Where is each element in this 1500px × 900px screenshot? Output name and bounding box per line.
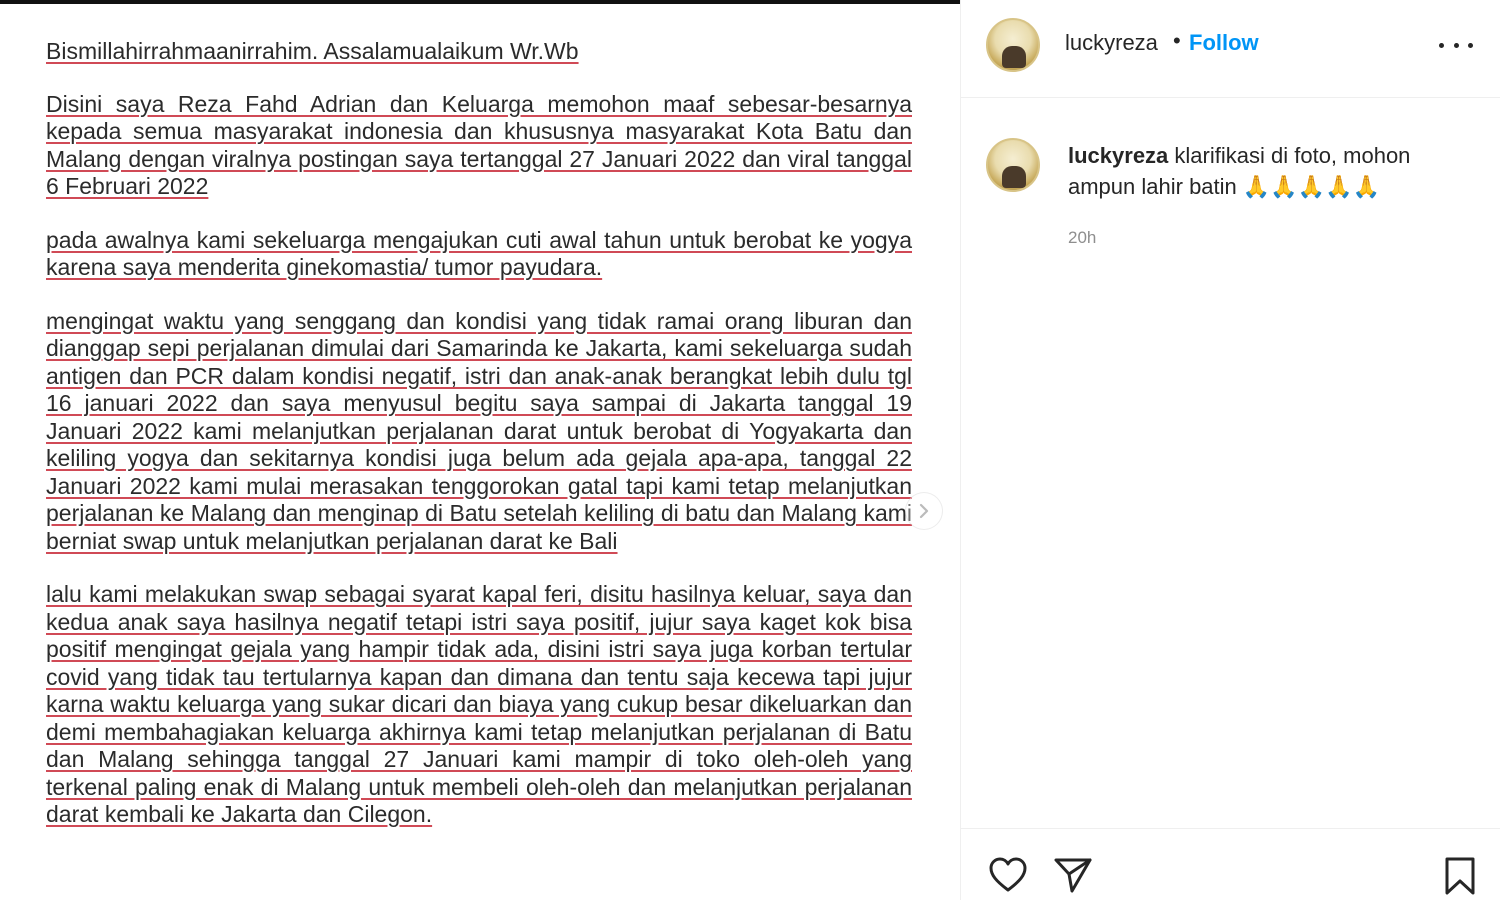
clarification-letter — [46, 38, 912, 855]
header-username[interactable]: luckyreza — [1065, 30, 1158, 55]
post-timestamp[interactable]: 20h — [1068, 228, 1097, 247]
caption-avatar[interactable] — [986, 138, 1040, 192]
caption-username[interactable]: luckyreza — [1068, 143, 1169, 168]
photo-top-border — [0, 0, 960, 4]
more-options-icon[interactable] — [1439, 30, 1473, 60]
paper-plane-icon — [1053, 856, 1093, 894]
letter-greeting: Bismillahirrahmaanirrahim. Assalamualaikum Wr.Wb — [46, 38, 579, 64]
letter-paragraph-2: pada awalnya kami sekeluarga mengajukan cuti awal tahun untuk berobat ke yogya karena saya menderita ginekomastia/ tumor payudara. — [46, 226, 912, 280]
save-button[interactable] — [1443, 856, 1477, 900]
next-image-button[interactable] — [905, 492, 943, 530]
avatar[interactable] — [986, 18, 1040, 72]
follow-button[interactable]: Follow — [1189, 30, 1259, 55]
like-button[interactable] — [988, 856, 1028, 899]
post-caption — [1068, 140, 1448, 202]
action-bar — [961, 828, 1500, 900]
header-separator: • — [1173, 28, 1181, 53]
letter-paragraph-3: mengingat waktu yang senggang dan kondisi yang tidak ramai orang liburan dan dianggap sepi perjalanan dimulai dari Samarinda ke Jakarta, kami sekeluarga sudah antigen dan PCR dalam kondisi negatif, istri dan anak-anak berangkat lebih dulu tgl 16 januari 2022 dan saya menyusul begitu saya sampai di Jakarta tanggal 19 Januari 2022 kami melanjutkan perjalanan darat untuk berobat di Yogyakarta dan keliling yogya dan sekitarnya kondisi juga belum ada gejala apa-apa, tanggal 22 Januari 2022 kami mulai merasakan tenggorokan gatal tapi kami tetap melanjutkan perjalanan ke Malang dan menginap di Batu setelah keliling di batu dan Malang kami berniat swap untuk melanjutkan perjalanan darat ke Bali — [46, 307, 912, 554]
post-header — [961, 0, 1500, 98]
chevron-right-icon — [917, 502, 931, 520]
post-sidebar — [960, 0, 1500, 900]
heart-icon — [988, 856, 1028, 894]
share-button[interactable] — [1053, 856, 1093, 899]
bookmark-icon — [1443, 856, 1477, 896]
caption-text: klarifikasi di foto, mohon ampun lahir batin 🙏🙏🙏🙏🙏 — [1068, 143, 1411, 199]
letter-paragraph-1: Disini saya Reza Fahd Adrian dan Keluarga memohon maaf sebesar-besarnya kepada semua masyarakat indonesia dan khususnya masyarakat Kota Batu dan Malang dengan viralnya postingan saya tertanggal 27 Januari 2022 dan viral tanggal 6 Februari 2022 — [46, 90, 912, 199]
letter-paragraph-4: lalu kami melakukan swap sebagai syarat kapal feri, disitu hasilnya keluar, saya dan kedua anak saya hasilnya negatif tetapi istri saya positif, jujur saya kaget kok bisa positif mengingat gejala yang hampir tidak ada, disini istri saya juga korban tertular covid yang tidak tau tertularnya kapan dan dimana dan tentu saja kecewa tapi jujur karna waktu keluarga yang sukar dicari dan biaya yang cukup besar dikeluarkan dan demi membahagiakan keluarga akhirnya kami tetap melanjutkan perjalanan di Batu dan Malang sehingga tanggal 27 Januari kami mampir di toko oleh-oleh yang terkenal paling enak di Malang untuk membeli oleh-oleh dan melanjutkan perjalanan darat kembali ke Jakarta dan Cilegon. — [46, 581, 912, 827]
